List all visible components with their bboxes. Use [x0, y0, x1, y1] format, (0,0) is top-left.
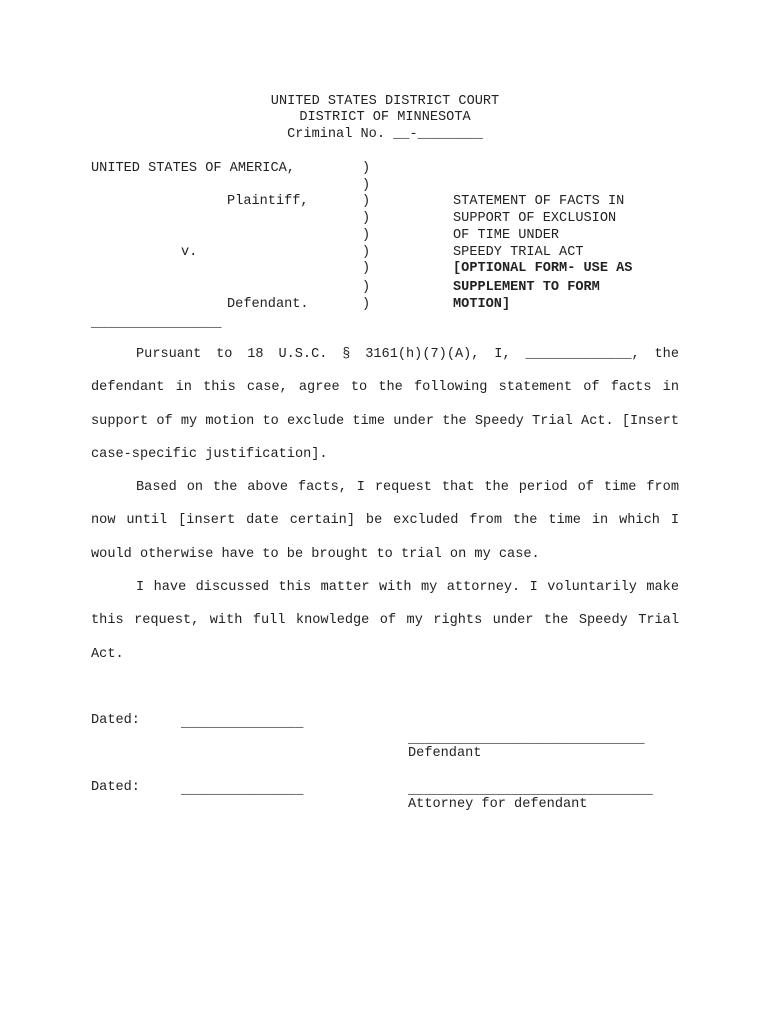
- caption-paren: ): [362, 178, 371, 193]
- caption-paren: ): [362, 161, 371, 176]
- attorney-signature-label: Attorney for defendant: [408, 797, 588, 812]
- document-title-line: OF TIME UNDER: [453, 228, 560, 243]
- paragraph-statement: Pursuant to 18 U.S.C. § 3161(h)(7)(A), I, _____________, the defendant in this case, agree to the following statement of facts in support of my motion to exclude time under the Speedy Trial Act. [Insert case-specific justification].: [91, 347, 679, 463]
- optional-form-note-line: [OPTIONAL FORM- USE AS: [453, 261, 633, 276]
- paragraph-acknowledgment: I have discussed this matter with my attorney. I voluntarily make this request, with full knowledge of my rights under the Speedy Trial Act.: [91, 580, 679, 662]
- document-title-line: SPEEDY TRIAL ACT: [453, 245, 584, 260]
- date-blank-line: _______________: [181, 783, 304, 798]
- caption-paren: ): [362, 245, 371, 260]
- court-name: UNITED STATES DISTRICT COURT: [270, 94, 500, 109]
- dated-label: Dated:: [91, 713, 140, 728]
- versus-label: v.: [181, 245, 198, 260]
- defendant-role: Defendant.: [227, 297, 309, 312]
- dated-label: Dated:: [91, 780, 140, 795]
- district-name: DISTRICT OF MINNESOTA: [299, 110, 471, 125]
- defendant-signature-label: Defendant: [408, 746, 482, 761]
- defendant-signature-line: _____________________________: [408, 732, 645, 747]
- caption-paren: ): [362, 280, 371, 295]
- caption-paren: ): [362, 228, 371, 243]
- caption-paren: ): [362, 211, 371, 226]
- caption-paren: ): [362, 194, 371, 209]
- paragraph-request: Based on the above facts, I request that the period of time from now until [insert date certain] be excluded from the time in which I would otherwise have to be brought to trial on my case.: [91, 480, 679, 562]
- attorney-signature-line: ______________________________: [408, 783, 653, 798]
- plaintiff-role: Plaintiff,: [227, 194, 309, 209]
- optional-form-note-line: MOTION]: [453, 297, 511, 312]
- caption-paren: ): [362, 261, 371, 276]
- document-title-line: SUPPORT OF EXCLUSION: [453, 211, 617, 226]
- caption-paren: ): [362, 297, 371, 312]
- document-title-line: STATEMENT OF FACTS IN: [453, 194, 625, 209]
- date-blank-line: _______________: [181, 716, 304, 731]
- criminal-number: Criminal No. __-________: [287, 127, 483, 142]
- caption-underline: ________________: [91, 316, 222, 331]
- plaintiff-name: UNITED STATES OF AMERICA,: [91, 161, 295, 176]
- optional-form-note-line: SUPPLEMENT TO FORM: [453, 280, 600, 295]
